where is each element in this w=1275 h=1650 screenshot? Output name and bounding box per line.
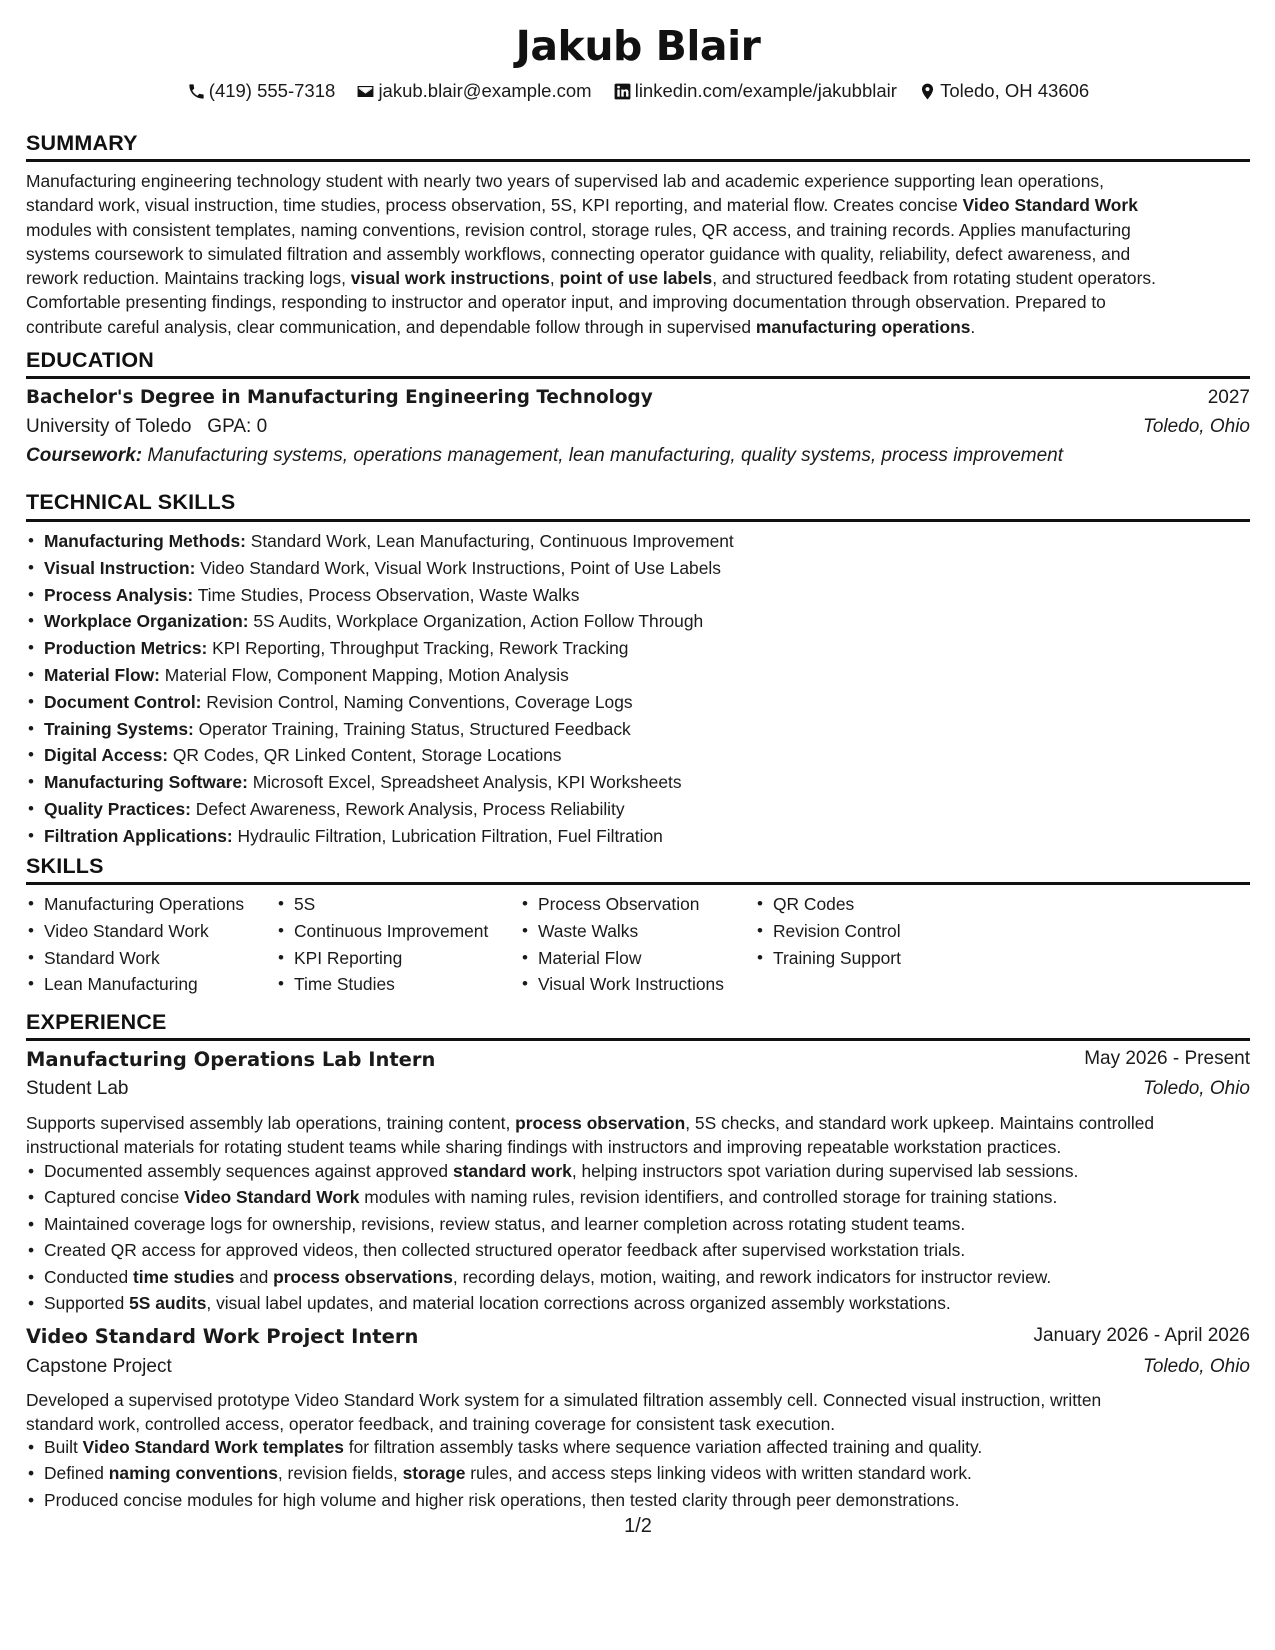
emphasis-text: storage xyxy=(402,1463,466,1484)
bullet-item xyxy=(26,1487,1250,1513)
technical-skill-item xyxy=(26,555,734,582)
text-run: standard work, controlled access, operator feedback, and training coverage for consistent task execution. xyxy=(26,1414,836,1435)
job-2-role: Video Standard Work Project Intern xyxy=(26,1325,419,1348)
skill-values: Standard Work, Lean Manufacturing, Continuous Improvement xyxy=(245,531,734,551)
technical-skill-item xyxy=(26,689,734,716)
technical-skill-item xyxy=(26,582,734,609)
envelope-icon xyxy=(356,82,375,101)
text-run: Built xyxy=(44,1437,83,1457)
text-line xyxy=(26,266,1250,290)
text-run: , helping instructors spot variation during supervised lab sessions. xyxy=(571,1161,1079,1181)
text-run: Manufacturing engineering technology student with nearly two years of supervised lab and academic experience supporting lean operations, xyxy=(26,171,1104,191)
school-location: Toledo, Ohio xyxy=(1142,416,1250,437)
skill-category: Manufacturing Methods: xyxy=(44,531,246,551)
emphasis-text: Video Standard Work xyxy=(962,195,1138,216)
skill-values: Video Standard Work, Visual Work Instructions, Point of Use Labels xyxy=(195,557,721,578)
technical-skill-item xyxy=(26,608,734,635)
linkedin-icon xyxy=(613,82,632,101)
skill-category: Visual Instruction: xyxy=(44,557,196,578)
school-info xyxy=(26,416,267,438)
text-line xyxy=(26,193,1250,217)
skill-values: Operator Training, Training Status, Structured Feedback xyxy=(193,718,631,739)
text-line xyxy=(26,1412,1250,1436)
text-run: contribute careful analysis, clear communication, and dependable follow through in supervised xyxy=(26,316,756,337)
skill-category: Digital Access: xyxy=(44,745,169,766)
skill-item: • Manufacturing Operations xyxy=(26,891,244,918)
email-link[interactable]: jakub.blair@example.com xyxy=(378,80,592,101)
linkedin-link[interactable]: linkedin.com/example/jakubblair xyxy=(634,80,897,101)
job-2-org-row xyxy=(26,1356,1250,1378)
job-1-description xyxy=(26,1111,1250,1160)
job-1-org: Student Lab xyxy=(26,1078,129,1099)
job-2-header xyxy=(26,1325,1250,1348)
text-line xyxy=(26,169,1250,193)
skill-values: Material Flow, Component Mapping, Motion Analysis xyxy=(159,664,569,685)
skill-item: • Revision Control xyxy=(755,918,901,945)
emphasis-text: Video Standard Work xyxy=(184,1187,360,1208)
skill-category: Production Metrics: xyxy=(44,638,208,659)
skill-values: Time Studies, Process Observation, Waste Walks xyxy=(193,584,580,605)
text-run: Produced concise modules for high volume and higher risk operations, then tested clarity through peer demonstrations. xyxy=(44,1489,960,1510)
skill-category: Document Control: xyxy=(44,691,202,712)
bullet-item xyxy=(26,1184,1250,1210)
skill-category: Material Flow: xyxy=(44,664,160,685)
technical-skill-item xyxy=(26,662,734,689)
education-school-row xyxy=(26,416,1250,438)
job-2-dates: January 2026 - April 2026 xyxy=(1033,1325,1250,1346)
technical-skills-heading: TECHNICAL SKILLS xyxy=(26,490,236,514)
summary-text xyxy=(26,169,1250,339)
text-line xyxy=(26,1111,1250,1135)
emphasis-text: process observations xyxy=(273,1266,453,1287)
coursework-line xyxy=(26,445,1063,467)
education-heading: EDUCATION xyxy=(26,348,155,372)
text-run: , 5S checks, and standard work upkeep. Maintains controlled xyxy=(685,1113,1155,1133)
technical-skills-list xyxy=(26,528,734,850)
experience-divider xyxy=(26,1038,1250,1041)
map-pin-icon xyxy=(918,82,937,101)
skill-item: • Lean Manufacturing xyxy=(26,971,244,998)
text-run: modules with consistent templates, naming conventions, revision control, storage rules, QR access, and training records. Applies manufacturing xyxy=(26,219,1131,240)
text-run: Documented assembly sequences against approved xyxy=(44,1161,453,1181)
skill-item: • Standard Work xyxy=(26,945,244,972)
text-run: standard work, visual instruction, time studies, process observation, 5S, KPI reporting, and material flow. Creates concise xyxy=(26,195,963,216)
text-run: , and structured feedback from rotating student operators. xyxy=(712,268,1156,289)
skill-values: Microsoft Excel, Spreadsheet Analysis, KPI Worksheets xyxy=(247,772,682,793)
text-line xyxy=(26,242,1250,266)
phone-text: (419) 555-7318 xyxy=(208,80,336,101)
text-run: rework reduction. Maintains tracking logs, xyxy=(26,268,351,289)
skill-item: • Video Standard Work xyxy=(26,918,244,945)
skill-category: Quality Practices: xyxy=(44,798,191,819)
text-run: Conducted xyxy=(44,1266,133,1287)
skills-divider xyxy=(26,882,1250,885)
skill-item: • Process Observation xyxy=(520,891,724,918)
text-run: . xyxy=(970,316,976,337)
gpa: GPA: 0 xyxy=(207,416,268,437)
text-line xyxy=(26,1388,1250,1412)
text-run: Captured concise xyxy=(44,1187,185,1208)
skill-values: KPI Reporting, Throughput Tracking, Rework Tracking xyxy=(207,638,629,659)
bullet-item xyxy=(26,1264,1250,1290)
skill-values: QR Codes, QR Linked Content, Storage Locations xyxy=(168,745,562,766)
skill-item: • QR Codes xyxy=(755,891,901,918)
job-1-org-row xyxy=(26,1078,1250,1100)
skill-values: Defect Awareness, Rework Analysis, Process Reliability xyxy=(190,798,625,819)
technical-skill-item xyxy=(26,528,734,555)
graduation-year: 2027 xyxy=(1207,387,1250,408)
skill-category: Manufacturing Software: xyxy=(44,772,248,793)
skills-column xyxy=(26,891,244,998)
skill-item: • Time Studies xyxy=(276,971,488,998)
text-run: , visual label updates, and material location corrections across organized assembly workstations. xyxy=(206,1292,951,1313)
bullet-item xyxy=(26,1211,1250,1237)
emphasis-text: standard work xyxy=(452,1161,572,1181)
skills-column xyxy=(520,891,724,998)
phone-icon xyxy=(187,82,206,101)
location-text: Toledo, OH 43606 xyxy=(940,80,1090,101)
contact-phone xyxy=(187,80,336,102)
bullet-item xyxy=(26,1460,1250,1486)
contact-linkedin[interactable] xyxy=(613,80,897,102)
skill-values: Revision Control, Naming Conventions, Coverage Logs xyxy=(201,691,633,712)
technical-skill-item xyxy=(26,796,734,823)
text-run: systems coursework to simulated filtration and assembly workflows, connecting operator guidance with quality, reliability, defect awareness, and xyxy=(26,243,1131,264)
bullet-item xyxy=(26,1237,1250,1263)
text-run: instructional materials for rotating student teams while sharing findings with instructors and improving repeatable workstation practices. xyxy=(26,1137,1062,1158)
summary-heading: SUMMARY xyxy=(26,131,138,155)
job-2-description xyxy=(26,1388,1250,1437)
contact-bar xyxy=(26,80,1250,106)
job-1-header xyxy=(26,1048,1250,1071)
job-1-role: Manufacturing Operations Lab Intern xyxy=(26,1048,436,1071)
contact-email[interactable] xyxy=(356,80,591,102)
technical-skills-divider xyxy=(26,519,1250,522)
technical-skill-item xyxy=(26,823,734,850)
skill-item: • 5S xyxy=(276,891,488,918)
skill-category: Training Systems: xyxy=(44,718,194,739)
bullet-item xyxy=(26,1290,1250,1316)
text-run: Maintained coverage logs for ownership, revisions, review status, and learner completion across rotating student teams. xyxy=(44,1213,966,1234)
skill-item: • Waste Walks xyxy=(520,918,724,945)
coursework-row xyxy=(26,445,1250,467)
page-number: 1/2 xyxy=(624,1515,652,1537)
skill-item: • Continuous Improvement xyxy=(276,918,488,945)
emphasis-text: Video Standard Work templates xyxy=(82,1437,344,1457)
experience-heading: EXPERIENCE xyxy=(26,1010,167,1034)
text-line xyxy=(26,315,1250,339)
text-run: , revision fields, xyxy=(277,1463,403,1484)
summary-divider xyxy=(26,159,1250,162)
skill-values: Hydraulic Filtration, Lubrication Filtration, Fuel Filtration xyxy=(232,825,663,846)
text-run: Supports supervised assembly lab operations, training content, xyxy=(26,1113,516,1133)
candidate-name: Jakub Blair xyxy=(515,22,761,70)
text-line xyxy=(26,1135,1250,1159)
job-1-dates: May 2026 - Present xyxy=(1084,1048,1250,1069)
emphasis-text: process observation xyxy=(515,1113,686,1133)
emphasis-text: naming conventions xyxy=(108,1463,278,1484)
text-run: and xyxy=(234,1266,274,1287)
technical-skill-item xyxy=(26,635,734,662)
job-2-location: Toledo, Ohio xyxy=(1142,1356,1250,1377)
education-degree-row xyxy=(26,387,1250,409)
skill-item: • KPI Reporting xyxy=(276,945,488,972)
skill-category: Workplace Organization: xyxy=(44,611,249,632)
emphasis-text: 5S audits xyxy=(129,1292,207,1313)
text-line xyxy=(26,218,1250,242)
emphasis-text: time studies xyxy=(132,1266,235,1287)
text-run: Created QR access for approved videos, then collected structured operator feedback after supervised workstation trials. xyxy=(44,1240,966,1261)
text-run: Developed a supervised prototype Video Standard Work system for a simulated filtration assembly cell. Connected visual instruction, written xyxy=(26,1390,1102,1410)
text-run: modules with naming rules, revision identifiers, and controlled storage for training stations. xyxy=(359,1187,1058,1208)
emphasis-text: point of use labels xyxy=(559,268,713,289)
education-divider xyxy=(26,376,1250,379)
skill-item: • Visual Work Instructions xyxy=(520,971,724,998)
degree-title: Bachelor's Degree in Manufacturing Engineering Technology xyxy=(26,387,653,408)
technical-skill-item xyxy=(26,769,734,796)
text-run: for filtration assembly tasks where sequence variation affected training and quality. xyxy=(343,1437,983,1457)
job-2-org: Capstone Project xyxy=(26,1356,172,1377)
text-line xyxy=(26,290,1250,314)
bullet-item xyxy=(26,1434,1250,1460)
emphasis-text: manufacturing operations xyxy=(755,316,971,337)
skill-category: Filtration Applications: xyxy=(44,825,233,846)
contact-location xyxy=(918,80,1089,102)
job-1-location: Toledo, Ohio xyxy=(1142,1078,1250,1099)
text-run: , xyxy=(549,268,560,289)
text-run: , recording delays, motion, waiting, and rework indicators for instructor review. xyxy=(452,1266,1052,1287)
skill-item: • Training Support xyxy=(755,945,901,972)
technical-skill-item xyxy=(26,716,734,743)
skill-category: Process Analysis: xyxy=(44,584,194,605)
skill-item: • Material Flow xyxy=(520,945,724,972)
skill-values: 5S Audits, Workplace Organization, Action Follow Through xyxy=(248,611,704,632)
school-name: University of Toledo xyxy=(26,416,192,437)
text-run: Defined xyxy=(44,1463,109,1484)
coursework-label: Coursework: xyxy=(26,445,143,466)
emphasis-text: visual work instructions xyxy=(350,268,550,289)
text-run: Supported xyxy=(44,1292,130,1313)
coursework-list: Manufacturing systems, operations management, lean manufacturing, quality systems, process improvement xyxy=(147,445,1064,466)
technical-skill-item xyxy=(26,742,734,769)
text-run: Comfortable presenting findings, responding to instructor and operator input, and improving documentation through observation. Prepared to xyxy=(26,292,1106,313)
bullet-item xyxy=(26,1158,1250,1184)
skills-column xyxy=(755,891,901,971)
job-1-bullets xyxy=(26,1158,1250,1316)
skills-column xyxy=(276,891,488,998)
job-2-bullets xyxy=(26,1434,1250,1513)
text-run: rules, and access steps linking videos with written standard work. xyxy=(465,1463,972,1484)
skills-heading: SKILLS xyxy=(26,854,104,878)
